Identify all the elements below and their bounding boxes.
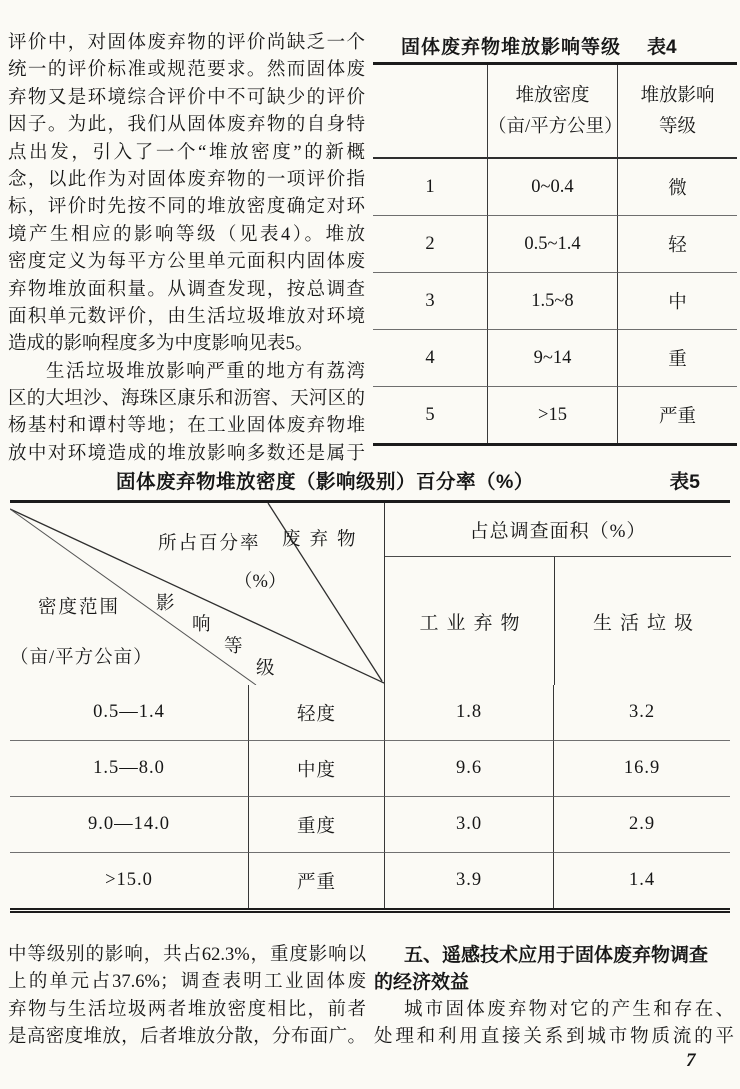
body-line: 评价中，对固体废弃物的评价尚缺乏一个 <box>8 33 365 53</box>
table4-cell: 严重 <box>617 386 737 443</box>
table4-header-density-line1: 堆放密度 <box>515 85 590 106</box>
body-line: 处理和利用直接关系到城市物质流的平 <box>374 1027 734 1048</box>
body-line: 弃物又是环境综合评价中不可缺少的评价 <box>8 87 365 108</box>
table4-cell: 3 <box>373 272 487 329</box>
table4-cell: >15 <box>487 386 617 443</box>
body-line: 面积单元数评价，由生活垃圾堆放对环境 <box>8 306 365 327</box>
table5-cell: 9.0—14.0 <box>10 796 248 852</box>
table4-cell: 2 <box>373 215 487 272</box>
table4 <box>373 62 737 446</box>
table5-block <box>10 456 730 913</box>
body-line: 造成的影响程度多为中度影响见表5。 <box>8 334 314 355</box>
body-line: 区的大坦沙、海珠区康乐和沥窖、天河区的 <box>8 389 365 410</box>
body-line: 弃物与生活垃圾两者堆放密度相比，前者 <box>8 999 366 1020</box>
table5-caption <box>10 456 730 500</box>
table5-corner-cell <box>10 503 384 685</box>
table4-title: 固体废弃物堆放影响等级 <box>401 37 622 58</box>
table4-cell: 4 <box>373 329 487 386</box>
table4-tag: 表4 <box>647 37 677 58</box>
table5-subheaders <box>385 557 731 685</box>
corner-percent-unit: （%） <box>234 572 287 592</box>
table5-right-header <box>384 503 731 685</box>
table5-span-header: 占总调查面积（%） <box>385 503 731 557</box>
body-line: 标，评价时先按不同的堆放密度确定对环 <box>8 197 365 218</box>
bottom-left-paragraph <box>8 942 366 1052</box>
table4-header-impact <box>617 65 737 159</box>
table5-body <box>10 685 730 913</box>
body-line: 中等级别的影响，共占62.3%，重度影响以 <box>8 945 366 965</box>
table5-cell: 9.6 <box>384 740 553 796</box>
corner-percent-label: 所占百分率 <box>158 534 261 554</box>
body-line: 是高密度堆放，后者堆放分散，分布面广。 <box>8 1027 366 1048</box>
table4-header-density-line2: （亩/平方公里） <box>488 116 623 137</box>
table5-cell: >15.0 <box>10 852 248 908</box>
body-line: 点出发，引入了一个“堆放密度”的新概 <box>8 142 365 163</box>
body-line: 念，以此作为对固体废弃物的一项评价指 <box>8 169 365 190</box>
body-line: 上的单元占37.6%；调查表明工业固体废 <box>8 972 366 993</box>
body-line: 弃物堆放面积量。从调查发现，按总调查 <box>8 279 365 300</box>
table5-cell: 1.5—8.0 <box>10 740 248 796</box>
corner-waste-label: 废弃物 <box>282 530 365 550</box>
table4-caption <box>373 26 737 62</box>
table5-cell: 严重 <box>248 852 384 908</box>
body-line: 放中对环境造成的堆放影响多数还是属于 <box>8 443 365 464</box>
table4-header-density <box>487 65 623 159</box>
table5-cell: 重度 <box>248 796 384 852</box>
table5-tag: 表5 <box>669 471 700 493</box>
table4-header-blank <box>373 65 487 159</box>
corner-range-unit: （亩/平方公亩） <box>10 648 153 668</box>
corner-range-label: 密度范围 <box>38 598 121 618</box>
table4-cell: 1.5~8 <box>487 272 617 329</box>
table5-cell: 0.5—1.4 <box>93 702 165 722</box>
body-line: 城市固体废弃物对它的产生和存在、 <box>404 999 734 1020</box>
table4-cell: 9~14 <box>487 329 617 386</box>
body-line: 境产生相应的影响等级（见表4）。堆放 <box>8 224 365 245</box>
corner-diag-char: 级 <box>256 659 275 679</box>
table4-header-impact-line1: 堆放影响 <box>640 85 715 106</box>
table4-header-impact-line2: 等级 <box>658 116 696 137</box>
table5-cell: 3.9 <box>384 852 553 908</box>
table4-block <box>373 26 737 446</box>
table5-cell: 1.4 <box>553 852 730 908</box>
section-heading-line: 的经济效益 <box>374 972 470 994</box>
body-line: 密度定义为每平方公里单元面积内固体废 <box>8 252 365 273</box>
table5-cell: 2.9 <box>553 796 730 852</box>
table5-cell: 3.0 <box>384 796 553 852</box>
section-heading-line: 五、遥感技术应用于固体废弃物调查 <box>404 945 709 966</box>
table5-title: 固体废弃物堆放密度（影响级别）百分率（%） <box>116 471 534 493</box>
corner-diag-char: 响 <box>192 615 211 635</box>
table4-cell: 微 <box>617 159 737 215</box>
bottom-right-column <box>374 942 734 1052</box>
table5-col-industrial: 工业弃物 <box>419 612 528 634</box>
table4-cell: 0.5~1.4 <box>487 215 617 272</box>
left-text-column <box>8 30 365 468</box>
corner-diag-char: 等 <box>224 637 243 657</box>
page-number: 7 <box>686 1050 696 1071</box>
table5-col-domestic: 生活垃圾 <box>554 557 731 685</box>
table4-cell: 重 <box>617 329 737 386</box>
body-line: 因子。为此，我们从固体废弃物的自身特 <box>8 115 365 136</box>
table5-cell: 3.2 <box>553 685 730 740</box>
corner-diag-char: 影 <box>156 594 175 614</box>
table5-cell: 1.8 <box>384 685 553 740</box>
table4-cell: 5 <box>373 386 487 443</box>
table5-header <box>10 500 730 685</box>
body-line: 生活垃圾堆放影响严重的地方有荔湾 <box>46 361 365 382</box>
table4-cell: 0~0.4 <box>487 159 617 215</box>
body-line: 统一的评价标准或规范要求。然而固体废 <box>8 60 365 81</box>
table5-cell: 16.9 <box>553 740 730 796</box>
table5-cell: 中度 <box>248 740 384 796</box>
body-line: 杨基村和谭村等地；在工业固体废弃物堆 <box>8 416 365 437</box>
table4-cell: 中 <box>617 272 737 329</box>
table5-cell: 轻度 <box>248 685 384 740</box>
table4-cell: 轻 <box>617 215 737 272</box>
table4-cell: 1 <box>425 176 435 197</box>
